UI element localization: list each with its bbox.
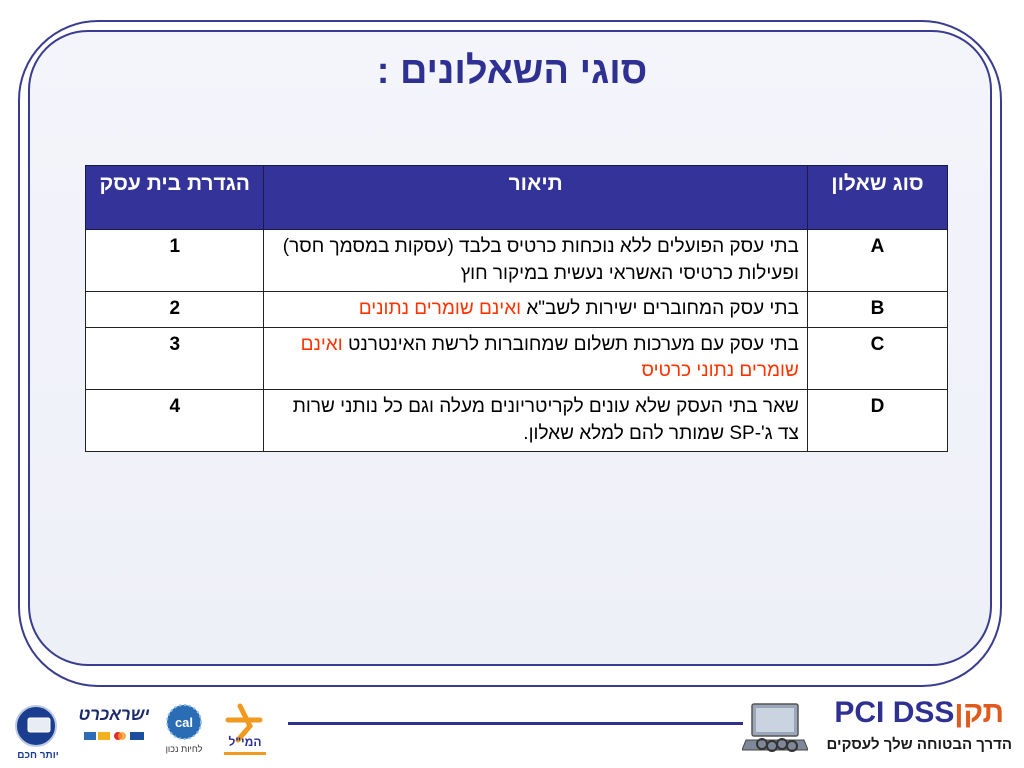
row-description xyxy=(264,292,807,328)
row-level: 1 xyxy=(86,230,264,292)
visa-caption: יותר חכם xyxy=(17,750,59,761)
row-description xyxy=(264,327,807,389)
desc-text: שאר בתי העסק שלא עונים לקריטריונים מעלה וגם כל נותני שרות צד ג'-SP שמותר להם למלא שאלון. xyxy=(292,395,799,444)
pci-dss-brand xyxy=(742,696,1012,762)
row-type: A xyxy=(807,230,947,292)
cal-logo xyxy=(164,700,204,760)
laptop-chain-icon xyxy=(742,700,808,758)
table-header-row xyxy=(86,166,948,230)
desc-highlight: ואינם שומרים נתונים xyxy=(358,298,522,320)
row-description xyxy=(264,230,807,292)
hamil-logo-text: המי"ל xyxy=(228,735,262,749)
cal-logo-text: cal xyxy=(174,715,194,730)
row-type: D xyxy=(807,389,947,451)
header-level: הגדרת בית עסק xyxy=(86,166,264,230)
isracard-logo-text: ישראכרט xyxy=(78,705,150,724)
slide-title: סוגי השאלונים : xyxy=(376,50,648,92)
header-description: תיאור xyxy=(264,166,807,230)
cal-caption: לחיות נכון xyxy=(165,744,203,754)
table-row xyxy=(86,327,948,389)
header-type: סוג שאלון xyxy=(807,166,947,230)
brand-subtitle: הדרך הבטוחה שלך לעסקים xyxy=(826,736,1012,753)
visa-logo xyxy=(6,700,70,762)
row-description xyxy=(264,389,807,451)
row-type: B xyxy=(807,292,947,328)
table-row xyxy=(86,292,948,328)
row-type: C xyxy=(807,327,947,389)
row-level: 4 xyxy=(86,389,264,451)
desc-text: בתי עסק הפועלים ללא נוכחות כרטיס בלבד (עסקות במסמך חסר) ופעילות כרטיסי האשראי נעשית במיקור חוץ xyxy=(282,236,799,284)
brand-tag: תקן xyxy=(954,696,1004,729)
desc-text: בתי עסק המחוברים ישירות לשב"א xyxy=(521,298,799,320)
row-level: 3 xyxy=(86,327,264,389)
hamil-logo xyxy=(210,700,280,760)
questionnaire-table xyxy=(85,165,948,452)
footer-divider xyxy=(288,722,743,725)
table-row xyxy=(86,389,948,451)
brand-name: PCI DSS xyxy=(834,696,955,729)
desc-highlight: ואינם שומרים נתוני כרטיס xyxy=(300,333,799,382)
desc-text: בתי עסק עם מערכות תשלום שמחוברות לרשת האינטרנט xyxy=(342,333,799,355)
brand-title xyxy=(834,696,1012,730)
table-row xyxy=(86,230,948,292)
isracard-logo xyxy=(74,700,154,750)
row-level: 2 xyxy=(86,292,264,328)
